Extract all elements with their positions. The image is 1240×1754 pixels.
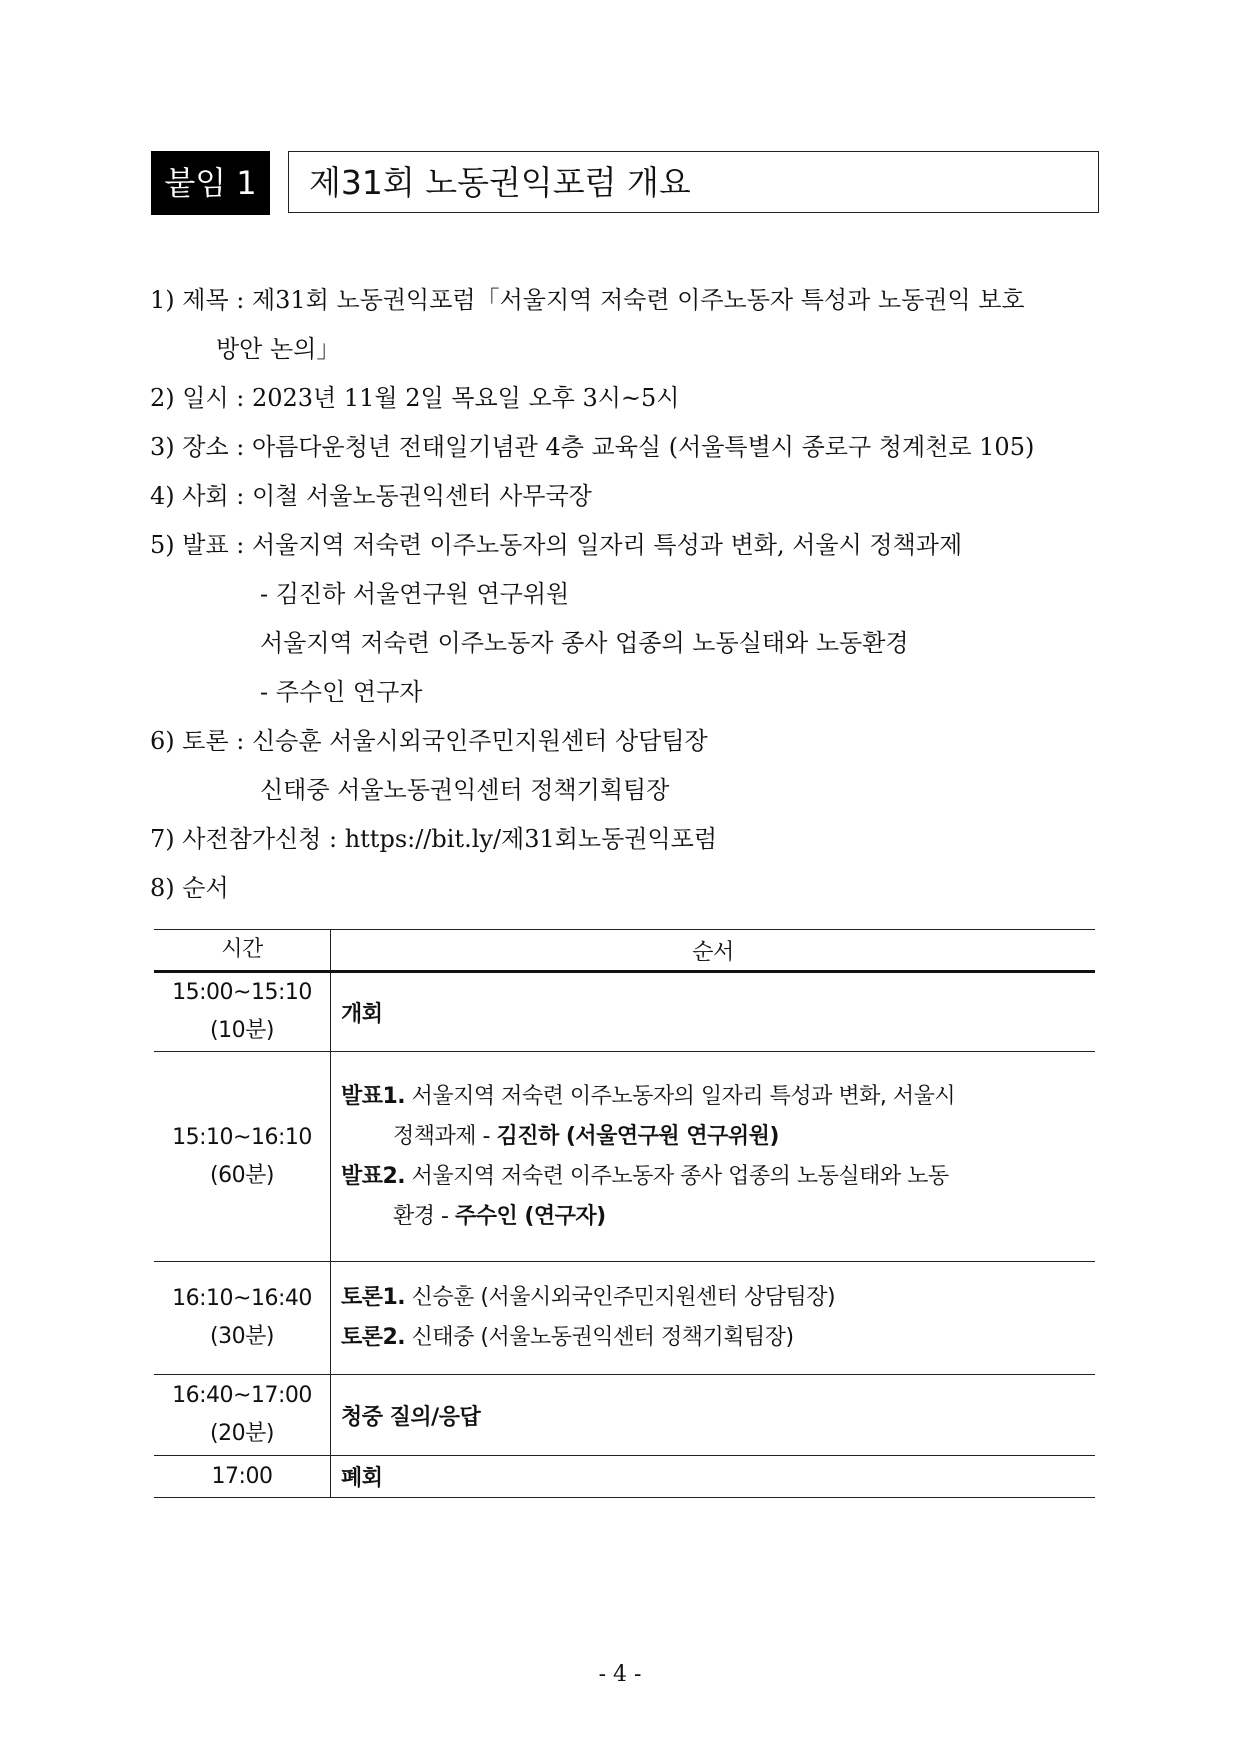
item-date: 2) 일시 : 2023년 11월 2일 목요일 오후 3시~5시 <box>150 384 680 412</box>
table-header-row <box>154 930 1095 972</box>
time-range: 17:00 <box>211 1463 273 1489</box>
table-row <box>154 972 1095 1052</box>
item-register-link: 7) 사전참가신청 : https://bit.ly/제31회노동권익포럼 <box>150 825 718 853</box>
presentation-1-text-continued: 정책과제 - <box>393 1123 490 1149</box>
time-range: 15:10~16:10 <box>172 1124 312 1150</box>
item-discussion-2: 신태중 서울노동권익센터 정책기획팀장 <box>260 776 670 804</box>
header-program: 순서 <box>331 930 1096 972</box>
time-range: 16:40~17:00 <box>172 1383 312 1408</box>
time-cell <box>154 1262 331 1375</box>
page-number: - 4 - <box>598 1662 642 1687</box>
schedule-table <box>154 929 1095 1498</box>
header-time: 시간 <box>154 930 331 972</box>
discussion-1-label: 토론1. <box>341 1285 406 1310</box>
item-presentation-2: 서울지역 저숙련 이주노동자 종사 업종의 노동실태와 노동환경 <box>260 629 909 657</box>
table-row <box>154 1262 1095 1375</box>
presentation-1-speaker: 김진하 (서울연구원 연구위원) <box>496 1123 779 1149</box>
item-order: 8) 순서 <box>150 874 229 902</box>
program-cell <box>331 1052 1096 1262</box>
program-cell: 개회 <box>331 972 1096 1052</box>
presentation-2-text-continued: 환경 - <box>393 1203 449 1229</box>
table-row <box>154 1052 1095 1262</box>
attachment-header <box>151 151 1101 215</box>
presentation-2-text: 서울지역 저숙련 이주노동자 종사 업종의 노동실태와 노동 <box>411 1163 949 1189</box>
time-cell <box>154 972 331 1052</box>
item-discussion-1: 6) 토론 : 신승훈 서울시외국인주민지원센터 상담팀장 <box>150 727 708 755</box>
discussion-2-label: 토론2. <box>341 1325 406 1350</box>
discussion-2 <box>341 1318 1085 1358</box>
presentation-1-text: 서울지역 저숙련 이주노동자의 일자리 특성과 변화, 서울시 <box>411 1083 956 1109</box>
item-presentation-1: 5) 발표 : 서울지역 저숙련 이주노동자의 일자리 특성과 변화, 서울시 정책과제 <box>150 531 963 559</box>
time-cell <box>154 1052 331 1262</box>
presentation-1 <box>341 1077 1085 1157</box>
table-row <box>154 1375 1095 1456</box>
time-cell <box>154 1375 331 1456</box>
time-range: 15:00~15:10 <box>172 980 312 1005</box>
program-cell: 청중 질의/응답 <box>331 1375 1096 1456</box>
program-cell: 폐회 <box>331 1456 1096 1498</box>
discussion-2-text: 신태중 (서울노동권익센터 정책기획팀장) <box>411 1325 794 1350</box>
attachment-badge: 붙임 1 <box>151 151 270 215</box>
time-duration: (20분) <box>210 1421 274 1446</box>
discussion-1 <box>341 1278 1085 1318</box>
presentation-2 <box>341 1157 1085 1237</box>
forum-overview-list <box>150 276 1100 913</box>
time-range: 16:10~16:40 <box>172 1286 312 1311</box>
item-presenter-2: - 주수인 연구자 <box>260 678 423 706</box>
presentation-2-label: 발표2. <box>341 1163 406 1189</box>
item-title-continued: 방안 논의」 <box>216 335 341 363</box>
program-cell <box>331 1262 1096 1375</box>
time-cell <box>154 1456 331 1498</box>
table-row <box>154 1456 1095 1498</box>
presentation-2-speaker: 주수인 (연구자) <box>454 1203 606 1229</box>
item-presenter-1: - 김진하 서울연구원 연구위원 <box>260 580 570 608</box>
item-host: 4) 사회 : 이철 서울노동권익센터 사무국장 <box>150 482 592 510</box>
item-place: 3) 장소 : 아름다운청년 전태일기념관 4층 교육실 (서울특별시 종로구 청계천로 105) <box>150 433 1035 461</box>
time-duration: (30분) <box>210 1324 274 1349</box>
time-duration: (60분) <box>210 1162 274 1188</box>
time-duration: (10분) <box>210 1018 274 1043</box>
page-title: 제31회 노동권익포럼 개요 <box>288 151 1099 213</box>
presentation-1-label: 발표1. <box>341 1083 406 1109</box>
item-title: 1) 제목 : 제31회 노동권익포럼「서울지역 저숙련 이주노동자 특성과 노동권익 보호 <box>150 286 1025 314</box>
discussion-1-text: 신승훈 (서울시외국인주민지원센터 상담팀장) <box>411 1285 836 1310</box>
